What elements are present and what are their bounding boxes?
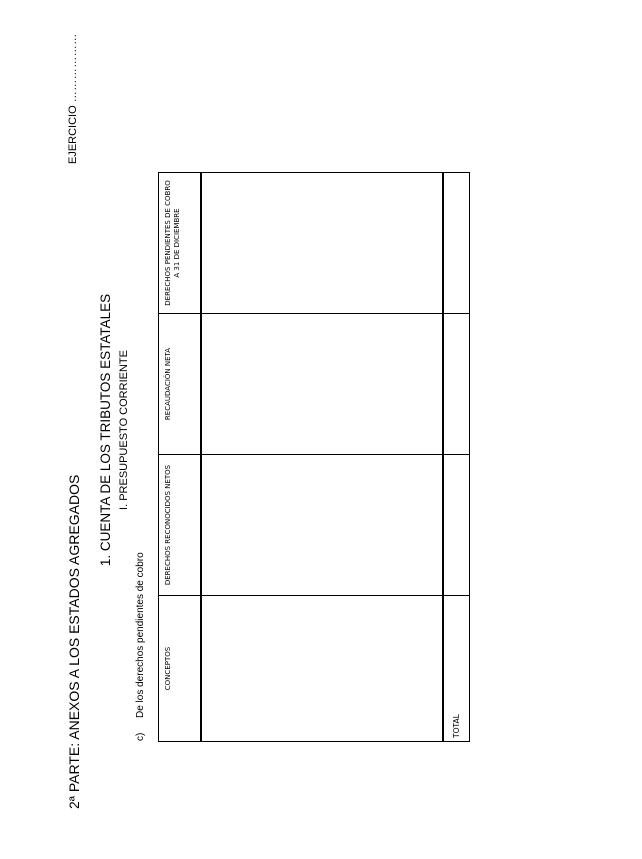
column-header-recaudacion: RECAUDACIÓN NETA	[159, 314, 202, 455]
total-row	[443, 173, 470, 742]
item-text: De los derechos pendientes de cobro	[135, 552, 146, 718]
column-header-derechos-reconocidos: DERECHOS RECONOCIDOS NETOS	[159, 455, 202, 596]
recaudacion-cell[interactable]	[201, 314, 443, 455]
section-title: 1. CUENTA DE LOS TRIBUTOS ESTATALES	[98, 293, 113, 567]
total-recaudacion-cell[interactable]	[443, 314, 470, 455]
total-derechos-pendientes-cell[interactable]	[443, 173, 470, 314]
table-body-row	[201, 173, 443, 742]
exercise-dots: ………………	[67, 33, 79, 103]
derechos-pendientes-cell[interactable]	[201, 173, 443, 314]
item-letter: c)	[135, 732, 146, 741]
derechos-reconocidos-cell[interactable]	[201, 455, 443, 596]
conceptos-cell[interactable]	[201, 596, 443, 742]
part-title: 2ª PARTE: ANEXOS A LOS ESTADOS AGREGADOS	[66, 474, 82, 809]
exercise-label: EJERCICIO	[67, 105, 79, 164]
tributes-table	[158, 172, 470, 742]
total-derechos-reconocidos-cell[interactable]	[443, 455, 470, 596]
exercise-field	[67, 33, 79, 164]
column-header-derechos-pendientes: DERECHOS PENDIENTES DE COBRO A 31 DE DICIEMBRE	[159, 173, 202, 314]
total-label: TOTAL	[443, 596, 470, 742]
column-header-conceptos: CONCEPTOS	[159, 596, 202, 742]
table-header-row	[159, 173, 202, 742]
sub-title: I. PRESUPUESTO CORRIENTE	[118, 350, 130, 510]
